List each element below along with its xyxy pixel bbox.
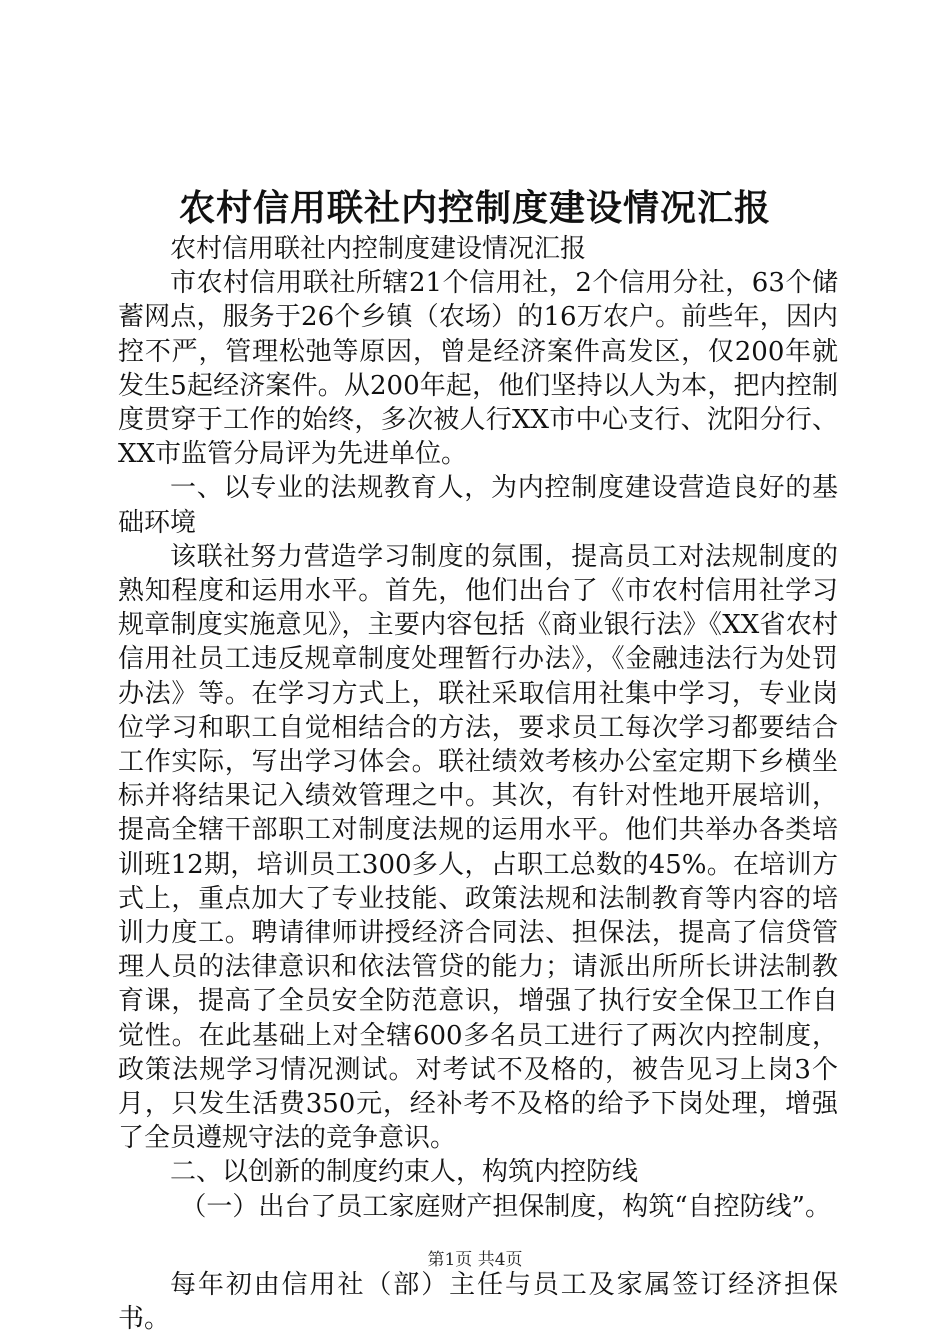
document-body (118, 232, 838, 1336)
section-heading-2: 二、以创新的制度约束人，构筑内控防线 (170, 1157, 639, 1188)
document-title: 农村信用联社内控制度建设情况汇报 (178, 187, 771, 229)
page-number-footer: 第1页 共4页 (427, 1250, 523, 1270)
section-heading-1: 一、以专业的法规教育人，为内控制度建设营造良好的基础环境 (118, 473, 838, 538)
paragraph-intro: 市农村信用联社所辖21个信用社，2个信用分社，63个储蓄网点，服务于26个乡镇（农场）的16万农户。前些年，因内控不严，管理松弛等原因，曾是经济案件高发区，仅200年就发生5起经济案件。从200年起，他们坚持以人为本，把内控制度贯穿于工作的始终，多次被人行XX市中心支行、沈阳分行、XX市监管分局评为先进单位。 (118, 268, 838, 470)
subsection-heading-1: （一）出台了员工家庭财产担保制度，构筑“自控防线”。 (180, 1191, 831, 1222)
paragraph-repeat-title: 农村信用联社内控制度建设情况汇报 (170, 234, 587, 264)
paragraph-subsection-1: 每年初由信用社（部）主任与员工及家属签订经济担保书。 (118, 1269, 838, 1335)
paragraph-section-1: 该联社努力营造学习制度的氛围，提高员工对法规制度的熟知程度和运用水平。首先，他们出台了《市农村信用社学习规章制度实施意见》，主要内容包括《商业银行法》《XX省农村信用社员工违反规章制度处理暂行办法》，《金融违法行为处罚办法》等。在学习方式上，联社采取信用社集中学习，专业岗位学习和职工自觉相结合的方法，要求员工每次学习都要结合工作实际，写出学习体会。联社绩效考核办公室定期下乡横坐标并将结果记入绩效管理之中。其次，有针对性地开展培训，提高全辖干部职工对制度法规的运用水平。他们共举办各类培训班12期，培训员工300多人，占职工总数的45%。在培训方式上，重点加大了专业技能、政策法规和法制教育等内容的培训力度工。聘请律师讲授经济合同法、担保法，提高了信贷管理人员的法律意识和依法管贷的能力；请派出所所长讲法制教育课，提高了全员安全防范意识，增强了执行安全保卫工作自觉性。在此基础上对全辖600多名员工进行了两次内控制度，政策法规学习情况测试。对考试不及格的，被告见习上岗3个月，只发生活费350元，经补考不及格的给予下岗处理，增强了全员遵规守法的竞争意识。 (118, 541, 838, 1154)
